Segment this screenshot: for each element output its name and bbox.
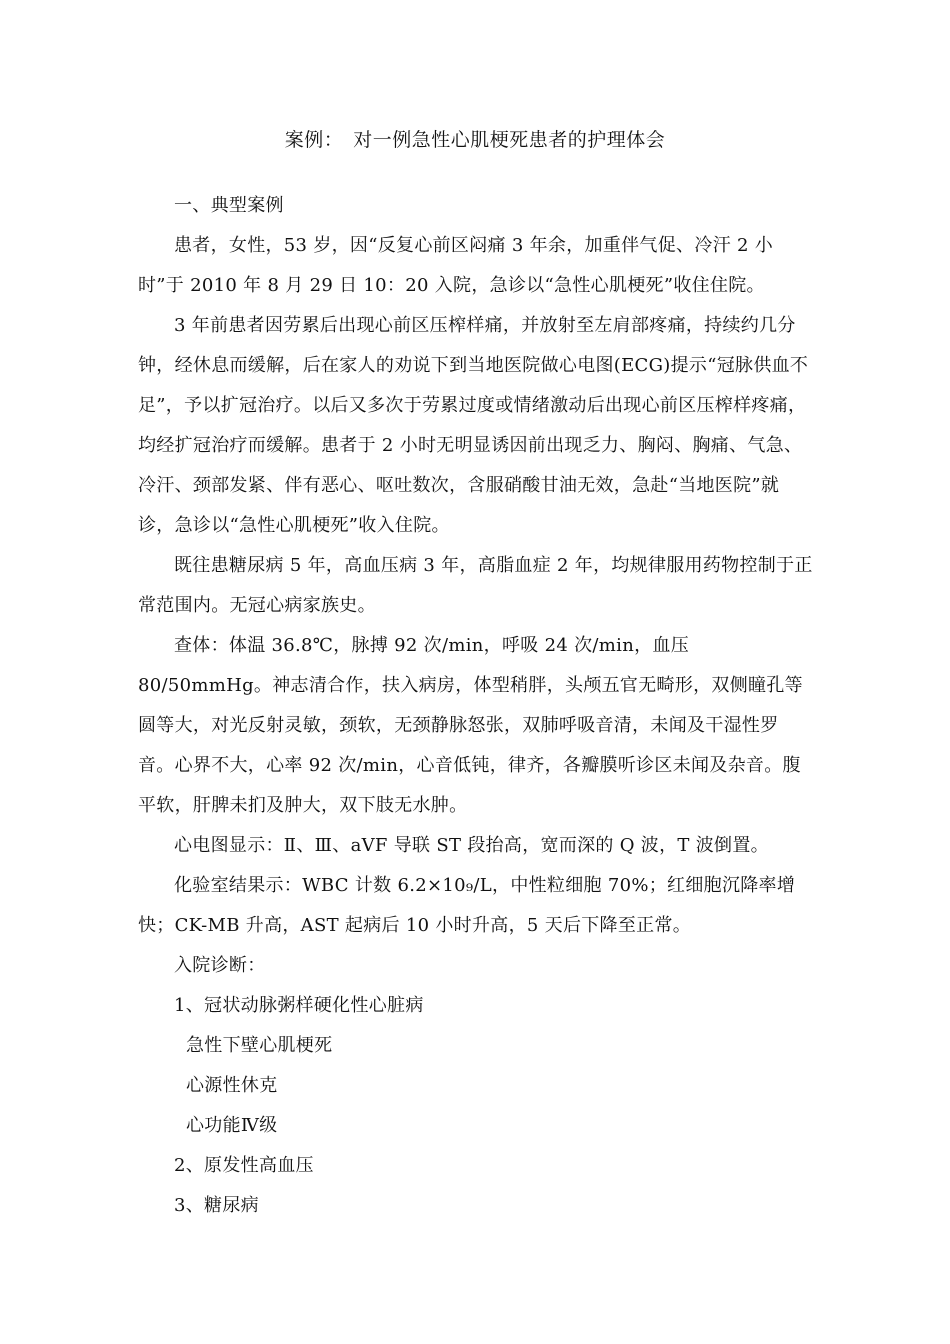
paragraph-physical-exam: 查体：体温 36.8℃，脉搏 92 次/min，呼吸 24 次/min，血压 80/50mmHg。神志清合作，扶入病房，体型稍胖，头颅五官无畸形，双侧瞳孔等圆等大，对光反射灵敏，颈软，无颈静脉怒张，双肺呼吸音清，未闻及干湿性罗音。心界不大，心率 92 次/min，心音低钝，律齐，各瓣膜听诊区未闻及杂音。腹平软，肝脾未扪及肿大，双下肢无水肿。 — [138, 635, 803, 816]
document-body — [138, 186, 814, 1226]
diagnosis-subitem-2: 心源性休克 — [186, 1075, 278, 1096]
paragraph-lab-results: 化验室结果示：WBC 计数 6.2×10₉/L，中性粒细胞 70%；红细胞沉降率增快；CK-MB 升高，AST 起病后 10 小时升高，5 天后下降至正常。 — [138, 875, 796, 936]
document-title: 案例： 对一例急性心肌梗死患者的护理体会 — [284, 129, 666, 151]
diagnosis-item-2: 2、原发性高血压 — [174, 1155, 314, 1176]
diagnosis-heading: 入院诊断： — [174, 955, 266, 976]
diagnosis-item-1: 1、冠状动脉粥样硬化性心脏病 — [174, 995, 424, 1016]
diagnosis-item-3: 3、糖尿病 — [174, 1195, 259, 1216]
paragraph-ecg: 心电图显示：Ⅱ、Ⅲ、aVF 导联 ST 段抬高，宽而深的 Q 波，T 波倒置。 — [174, 835, 769, 856]
paragraph-history-present-illness: 3 年前患者因劳累后出现心前区压榨样痛，并放射至左肩部疼痛，持续约几分钟，经休息而缓解，后在家人的劝说下到当地医院做心电图(ECG)提示“冠脉供血不足”，予以扩冠治疗。以后又多次于劳累过度或情绪激动后出现心前区压榨样疼痛，均经扩冠治疗而缓解。患者于 2 小时无明显诱因前出现乏力、胸闷、胸痛、气急、冷汗、颈部发紧、伴有恶心、呕吐数次，含服硝酸甘油无效，急赴“当地医院”就诊，急诊以“急性心肌梗死”收入住院。 — [138, 315, 809, 536]
diagnosis-subitem-3: 心功能Ⅳ级 — [186, 1115, 278, 1136]
section-heading: 一、典型案例 — [174, 195, 284, 216]
paragraph-chief-complaint: 患者，女性，53 岁，因“反复心前区闷痛 3 年余，加重伴气促、冷汗 2 小时”于 2010 年 8 月 29 日 10：20 入院，急诊以“急性心肌梗死”收住住院。 — [138, 235, 774, 296]
paragraph-past-history: 既往患糖尿病 5 年，高血压病 3 年，高脂血症 2 年，均规律服用药物控制于正常范围内。无冠心病家族史。 — [138, 555, 813, 616]
diagnosis-subitem-1: 急性下壁心肌梗死 — [186, 1035, 333, 1056]
